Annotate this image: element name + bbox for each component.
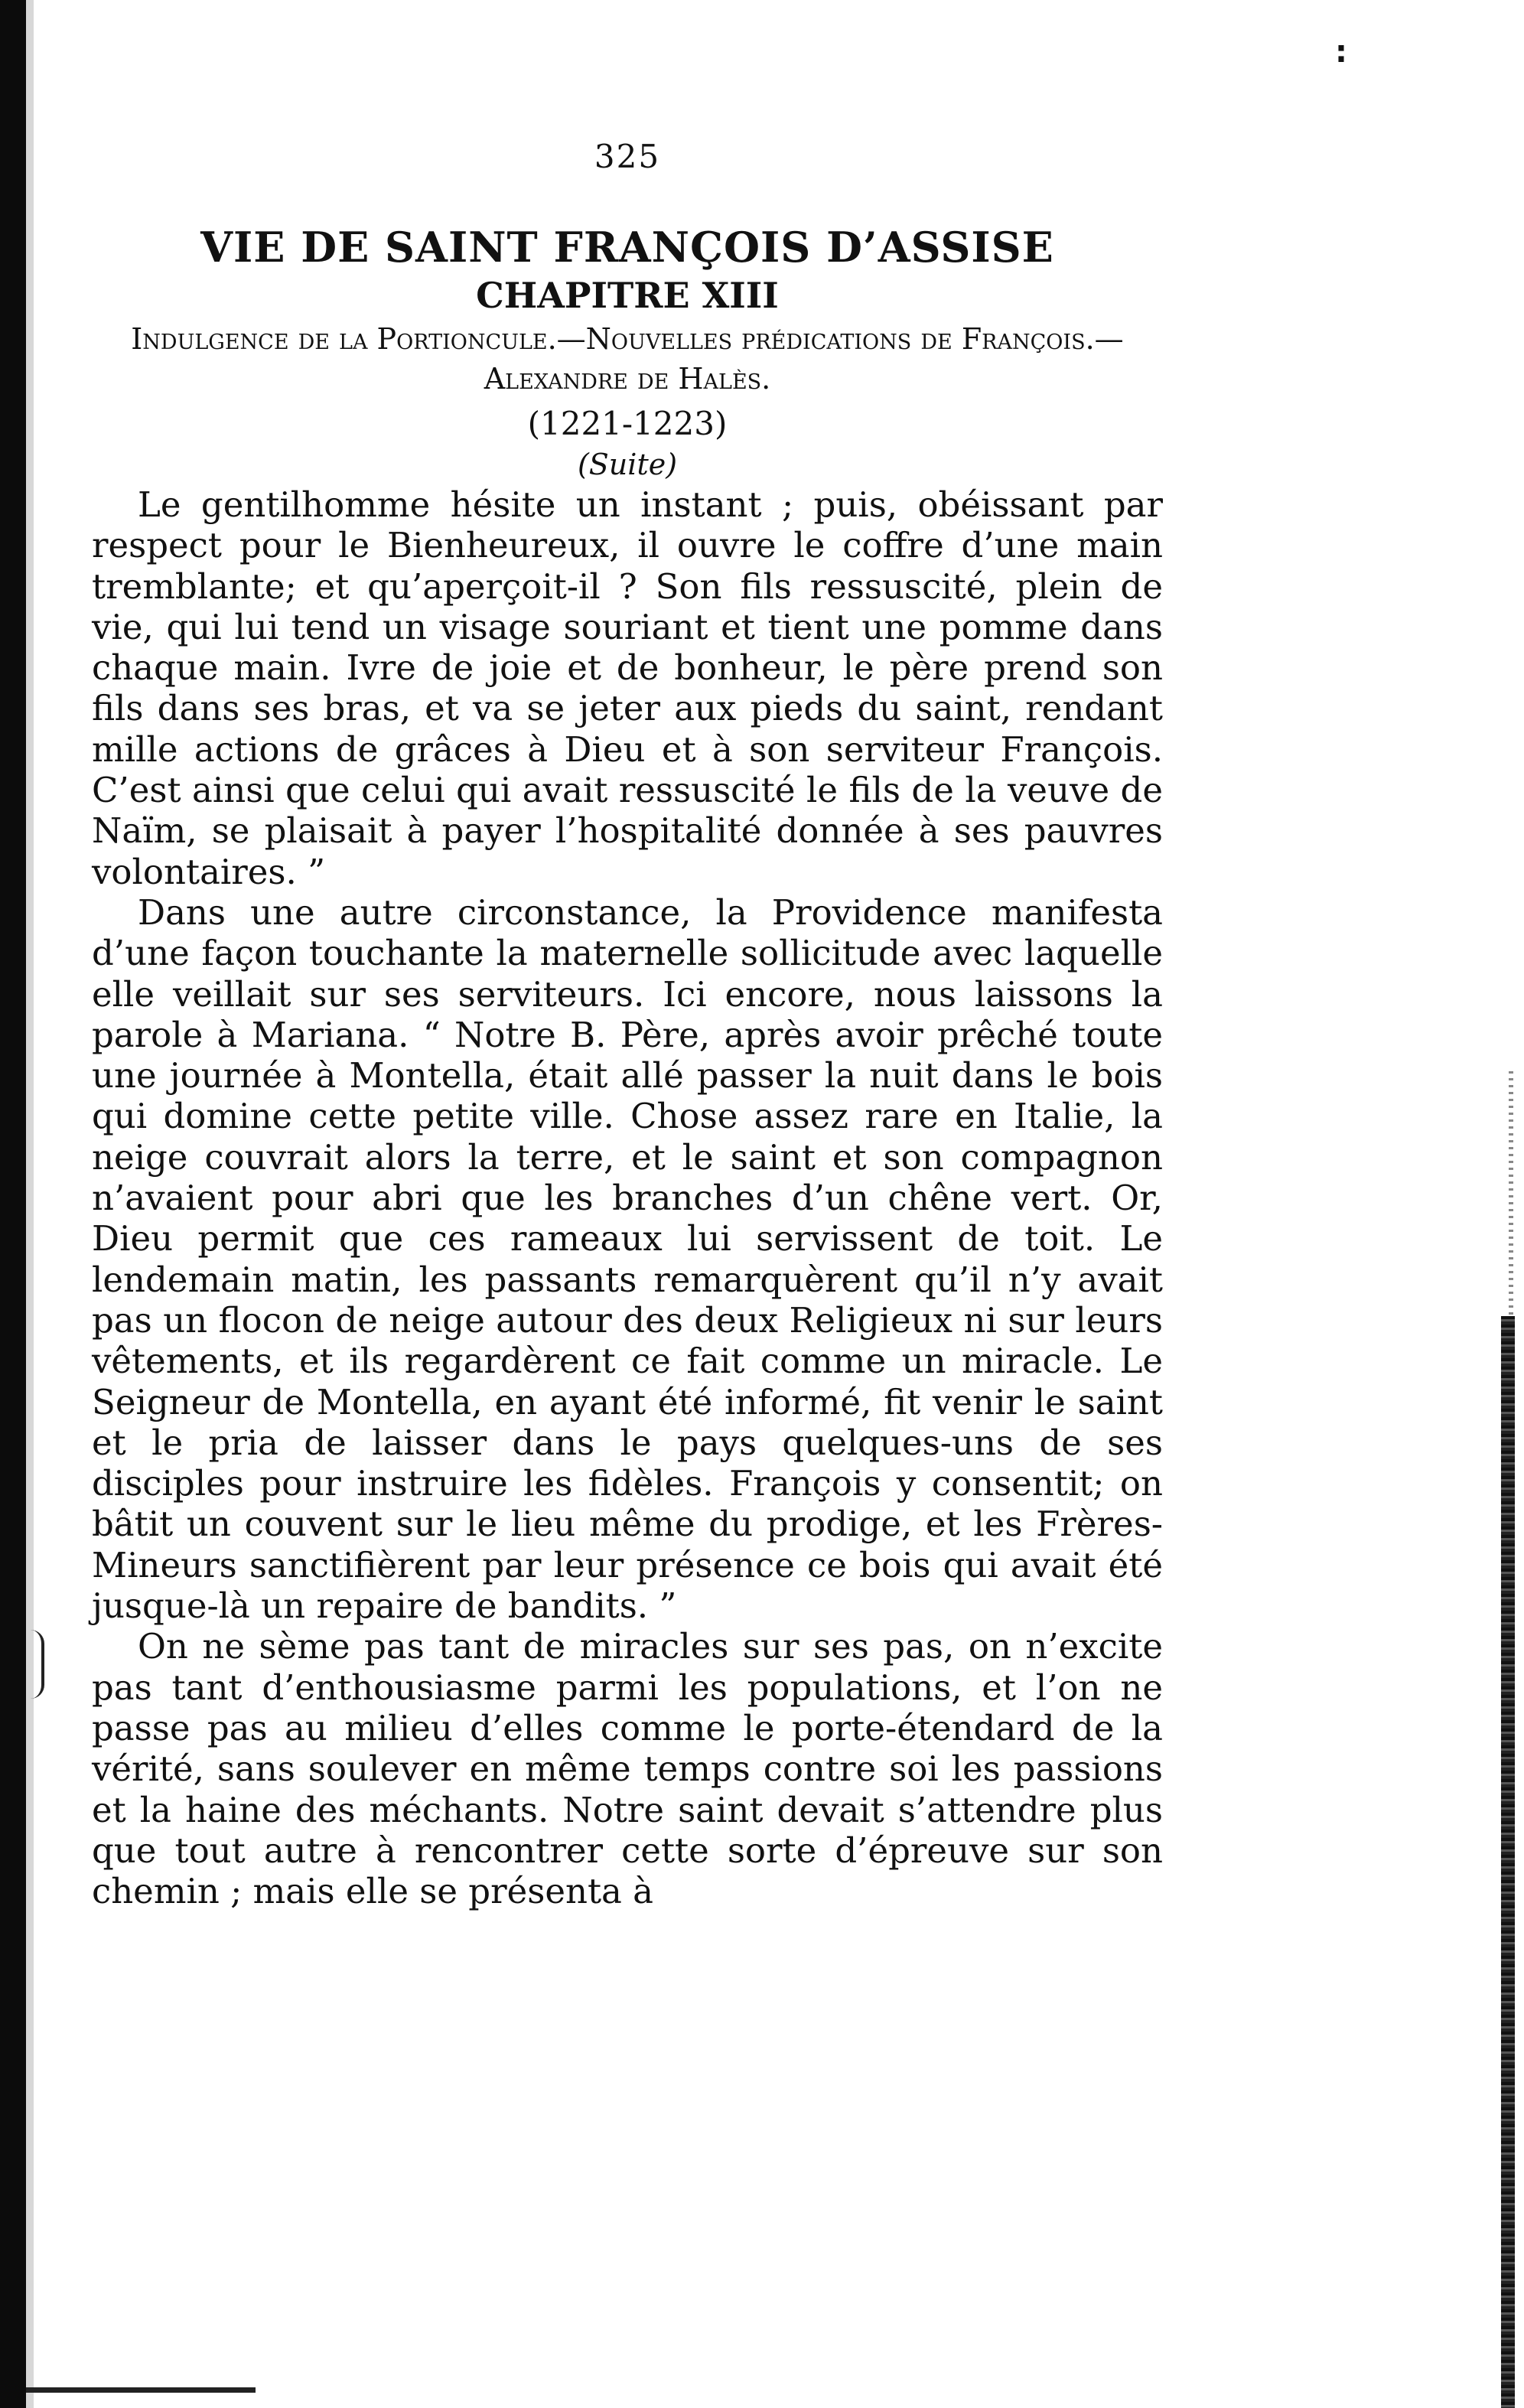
scan-bottom-edge	[26, 2387, 256, 2393]
scan-left-shadow	[26, 0, 34, 2408]
paragraph: Le gentilhomme hésite un instant ; puis, obéissant par respect pour le Bienheureux, il ouvre le coffre d’une main tremblante; et qu’aperçoit-il ? Son fils ressuscité, plein de vie, qui lui tend un visage souriant et tient une pomme dans chaque main. Ivre de joie et de bonheur, le père prend son fils dans ses bras, et va se jeter aux pieds du saint, rendant mille actions de grâces à Dieu et à son serviteur François. C’est ainsi que celui qui avait ressuscité le fils de la veuve de Naïm, se plaisait à payer l’hospitalité donnée à ses pauvres volontaires. ”	[92, 484, 1163, 892]
page-number: 325	[594, 138, 661, 175]
book-title: VIE DE SAINT FRANÇOIS D’ASSISE	[200, 223, 1054, 272]
paragraph: Dans une autre circonstance, la Providence manifesta d’une façon touchante la maternelle sollicitude avec laquelle elle veillait sur ses serviteurs. Ici encore, nous laissons la parole à Mariana. “ Notre B. Père, après avoir prêché toute une journée à Montella, était allé passer la nuit dans le bois qui domine cette petite ville. Chose assez rare en Italie, la neige couvrait alors la terre, et le saint et son compagnon n’avaient pour abri que les branches d’un chêne vert. Or, Dieu permit que ces rameaux lui servissent de toit. Le lendemain matin, les passants remarquèrent qu’il n’y avait pas un flocon de neige autour des deux Religieux ni sur leurs vêtements, et ils regardèrent ce fait comme un miracle. Le Seigneur de Montella, en ayant été informé, fit venir le saint et le pria de laisser dans le pays quelques-uns de ses disciples pour instruire les fidèles. François y consentit; on bâtit un couvent sur le lieu même du prodige, et les Frères-Mineurs sanctifièrent par leur présence ce bois qui avait été jusque-là un repaire de bandits. ”	[92, 891, 1163, 1627]
paragraph: On ne sème pas tant de miracles sur ses pas, on n’excite pas tant d’enthousiasme parmi les populations, et l’on ne passe pas au milieu d’elles comme le porte-étendard de la vérité, sans soulever en même temps contre soi les passions et la haine des méchants. Notre saint devait s’attendre plus que tout autre à rencontrer cette sorte d’épreuve sur son chemin ; mais elle se présenta à	[92, 1626, 1163, 1912]
scan-right-speckle	[1509, 1071, 1513, 1316]
chapter-dates: (1221-1223)	[527, 405, 728, 442]
margin-mark: :	[1335, 34, 1347, 70]
scan-right-border	[1501, 1316, 1515, 2408]
book-page	[92, 138, 1163, 1911]
margin-bracket	[31, 1630, 44, 1699]
chapter-title: CHAPITRE XIII	[476, 275, 779, 316]
scan-left-border	[0, 0, 26, 2408]
body-text	[92, 484, 1163, 1911]
chapter-subtitle: Indulgence de la Portioncule.—Nouvelles prédications de François.—Alexandre de Halès.	[131, 322, 1124, 396]
continued-label: (Suite)	[577, 448, 678, 481]
